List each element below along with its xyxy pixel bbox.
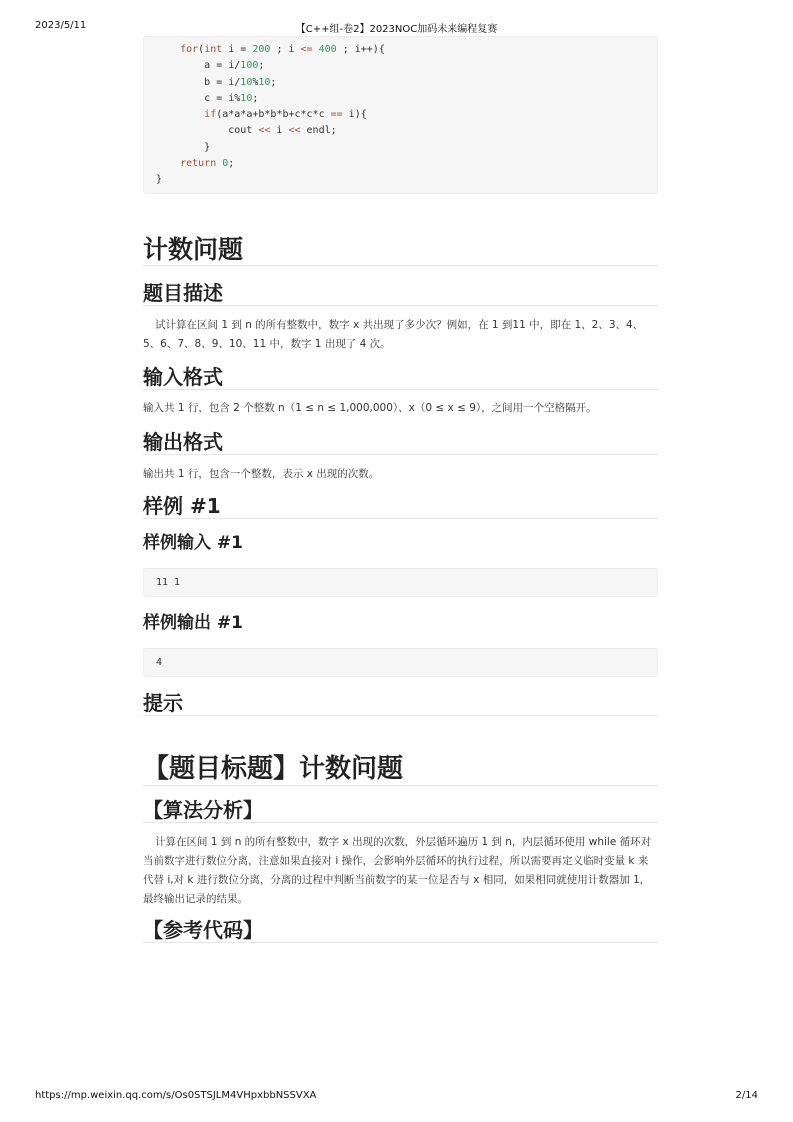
sample-input-heading: 样例输入 #1	[143, 533, 243, 553]
code-listing	[156, 42, 657, 189]
code-line: }	[156, 174, 163, 186]
description-text: 试计算在区间 1 到 n 的所有整数中，数字 x 共出现了多少次？例如，在 1 到11 中，即在 1、2、3、4、5、6、7、8、9、10、11 中，数字 1 出现了 4 次。	[143, 319, 644, 350]
algorithm-text: 计算在区间 1 到 n 的所有整数中，数字 x 出现的次数，外层循环遍历 1 到 n，内层循环使用 while 循环对当前数字进行数位分离，注意如果直接对 i 操作，会影响外层循环的执行过程，所以需要再定义临时变量 k 来代替 i,对 k 进行数位分离，分离的过程中判断当前数字的某一位是否与 x 相同，如果相同就使用计数器加 1，最终输出记录的结果。	[143, 836, 652, 905]
reference-code-heading: 【参考代码】	[143, 918, 658, 943]
print-date: 2023/5/11	[35, 20, 87, 31]
description-heading: 题目描述	[143, 281, 658, 306]
code-line: }	[156, 141, 211, 153]
sample-heading: 样例 #1	[143, 494, 658, 519]
code-block	[143, 36, 658, 194]
output-format-text: 输出共 1 行，包含一个整数，表示 x 出现的次数。	[143, 468, 380, 480]
code-line: b = i/10%10;	[156, 76, 277, 88]
print-title: 【C++组-卷2】2023NOC加码未来编程复赛	[295, 24, 498, 35]
page-number: 2/14	[735, 1090, 758, 1101]
footer-url[interactable]: https://mp.weixin.qq.com/s/Os0STSJLM4VHpxbbNSSVXA	[35, 1090, 317, 1101]
sample-output-heading: 样例输出 #1	[143, 613, 243, 633]
sample-input-box: 11 1	[143, 568, 658, 597]
algorithm-heading: 【算法分析】	[143, 798, 658, 823]
sample-output-box: 4	[143, 648, 658, 677]
analysis-title: 【题目标题】计数问题	[143, 755, 658, 786]
hint-heading: 提示	[143, 691, 658, 716]
output-format-heading: 输出格式	[143, 430, 658, 455]
code-line: return 0;	[180, 158, 235, 170]
code-line: a = i/100;	[156, 60, 265, 72]
input-format-text: 输入共 1 行，包含 2 个整数 n（1 ≤ n ≤ 1,000,000）、x（0 ≤ x ≤ 9），之间用一个空格隔开。	[143, 402, 597, 414]
code-line: c = i%10;	[156, 92, 259, 104]
code-line: if(a*a*a+b*b*b+c*c*c == i){	[204, 109, 367, 121]
problem-title: 计数问题	[143, 236, 658, 266]
input-format-heading: 输入格式	[143, 365, 658, 390]
code-line: cout << i << endl;	[156, 125, 337, 137]
code-line: for(int i = 200 ; i <= 400 ; i++){	[180, 44, 385, 55]
